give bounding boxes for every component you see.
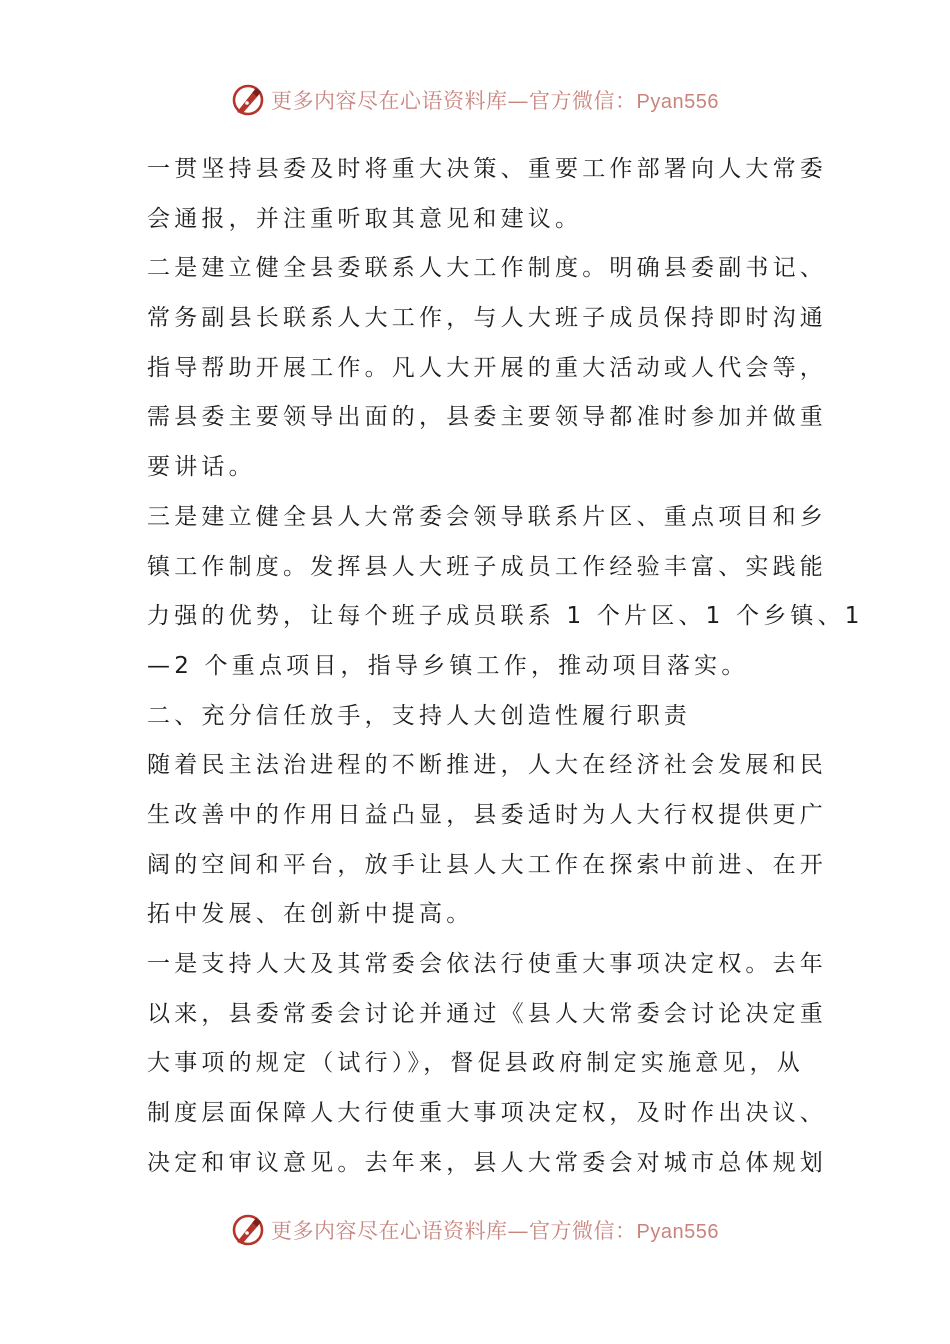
footer-watermark — [0, 1210, 950, 1250]
text-line: 力强的优势，让每个班子成员联系 1 个片区、1 个乡镇、1 — [147, 603, 864, 630]
text-line: 随着民主法治进程的不断推进，人大在经济社会发展和民 — [147, 752, 827, 779]
text-line: 制度层面保障人大行使重大事项决定权，及时作出决议、 — [147, 1100, 827, 1127]
pen-nib-circle-icon — [231, 83, 265, 117]
text-line: 镇工作制度。发挥县人大班子成员工作经验丰富、实践能 — [147, 553, 827, 580]
text-line: —2 个重点项目，指导乡镇工作，推动项目落实。 — [147, 652, 749, 679]
document-body — [147, 145, 864, 1188]
watermark-text: 更多内容尽在心语资料库—官方微信：Pyan556 — [271, 89, 719, 113]
watermark-text: 更多内容尽在心语资料库—官方微信：Pyan556 — [271, 1219, 719, 1243]
text-line: 以来，县委常委会讨论并通过《县人大常委会讨论决定重 — [147, 1000, 827, 1027]
text-line: 常务副县长联系人大工作，与人大班子成员保持即时沟通 — [147, 305, 827, 332]
section-heading: 二、充分信任放手，支持人大创造性履行职责 — [147, 702, 691, 729]
text-line: 大事项的规定（试行）》，督促县政府制定实施意见，从 — [147, 1050, 804, 1077]
header-watermark — [0, 80, 950, 120]
text-line: 一贯坚持县委及时将重大决策、重要工作部署向人大常委 — [147, 156, 827, 182]
text-line: 拓中发展、在创新中提高。 — [147, 901, 474, 928]
text-line: 三是建立健全县人大常委会领导联系片区、重点项目和乡 — [147, 503, 827, 530]
text-line: 会通报，并注重听取其意见和建议。 — [147, 205, 583, 232]
text-line: 需县委主要领导出面的，县委主要领导都准时参加并做重 — [147, 404, 827, 431]
pen-nib-circle-icon — [231, 1213, 265, 1247]
text-line: 阔的空间和平台，放手让县人大工作在探索中前进、在开 — [147, 851, 827, 878]
text-line: 二是建立健全县委联系人大工作制度。明确县委副书记、 — [147, 255, 827, 282]
text-line: 一是支持人大及其常委会依法行使重大事项决定权。去年 — [147, 951, 827, 977]
text-line: 要讲话。 — [147, 454, 256, 481]
text-line: 指导帮助开展工作。凡人大开展的重大活动或人代会等， — [147, 354, 827, 381]
text-line: 决定和审议意见。去年来，县人大常委会对城市总体规划 — [147, 1149, 827, 1176]
text-line: 生改善中的作用日益凸显，县委适时为人大行权提供更广 — [147, 801, 827, 828]
